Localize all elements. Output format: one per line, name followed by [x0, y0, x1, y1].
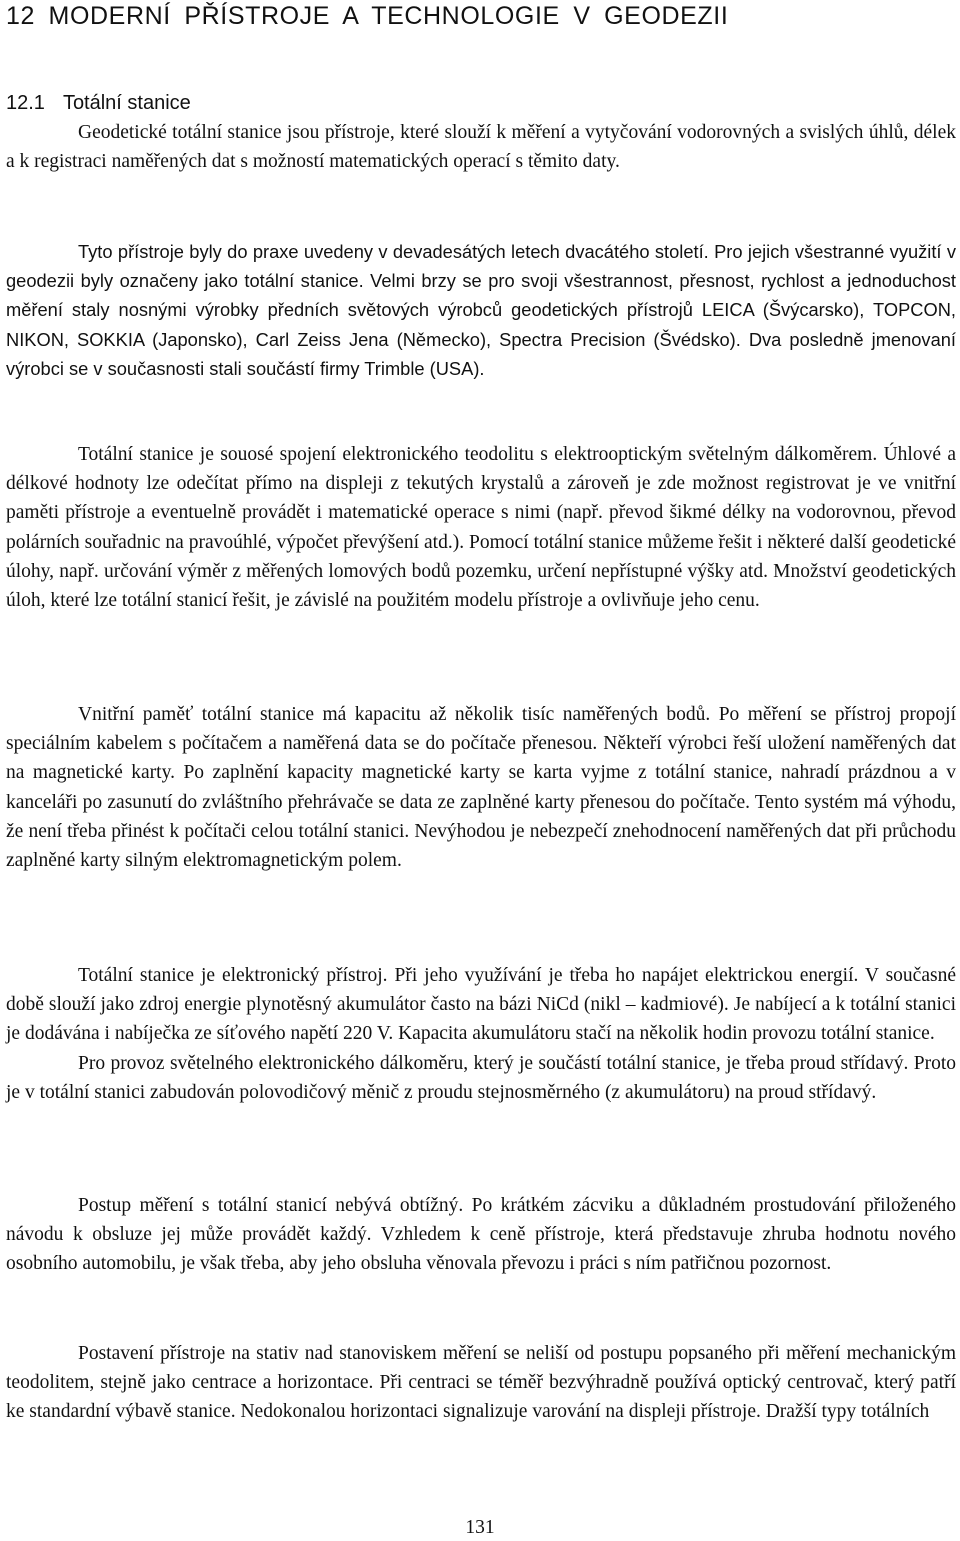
paragraph-power [6, 961, 956, 1107]
chapter-title: 12 MODERNÍ PŘÍSTROJE A TECHNOLOGIE V GEODEZII [6, 2, 729, 30]
paragraph-setup [6, 1339, 956, 1427]
paragraph: Tyto přístroje byly do praxe uvedeny v devadesátých letech dvacátého století. Pro jejich všestranné využití v geodezii byly označeny jako totální stanice. Velmi brzy se pro svoji všestrannost, přesnost, rychlost a jednoduchost měření staly nosnými výrobky předních světových výrobců geodetických přístrojů LEICA (Švýcarsko), TOPCON, NIKON, SOKKIA (Japonsko), Carl Zeiss Jena (Německo), Spectra Precision (Švédsko). Dva posledně jmenovaní výrobci se v současnosti stali součástí firmy Trimble (USA). [6, 241, 956, 379]
paragraph-memory [6, 700, 956, 875]
paragraph: Postup měření s totální stanicí nebývá obtížný. Po krátkém zácviku a důkladném prostudování přiloženého návodu k obsluze jej může provádět každý. Vzhledem k ceně přístroje, která představuje zhruba hodnotu nového osobního automobilu, je však třeba, aby jeho obsluha věnovala převozu i práci s ním patřičnou pozornost. [6, 1195, 956, 1275]
paragraph: Geodetické totální stanice jsou přístroje, které slouží k měření a vytyčování vodorovných a svislých úhlů, délek a k registraci naměřených dat s možností matematických operací s těmito daty. [6, 122, 956, 173]
page-number: 131 [465, 1517, 495, 1538]
paragraph-history [6, 237, 956, 383]
section-heading [6, 92, 191, 115]
section-title: Totální stanice [62, 92, 191, 114]
paragraph-procedure [6, 1191, 956, 1279]
paragraph: Postavení přístroje na stativ nad stanoviskem měření se neliší od postupu popsaného při měření mechanickým teodolitem, stejně jako centrace a horizontace. Při centraci se téměř bezvýhradně používá optický centrovač, který patří ke standardní výbavě stanice. Nedokonalou horizontaci signalizuje varování na displeji přístroje. Dražší typy totálních [6, 1343, 956, 1423]
paragraph: Totální stanice je elektronický přístroj. Při jeho využívání je třeba ho napájet elektrickou energií. V současné době slouží jako zdroj energie plynotěsný akumulátor často na bázi NiCd (nikl – kadmiové). Je nabíjecí a k totální stanici je dodávána i nabíječka ze síťového napětí 220 V. Kapacita akumulátoru stačí na několik hodin provozu totální stanice. [6, 965, 956, 1045]
paragraph: Vnitřní paměť totální stanice má kapacitu až několik tisíc naměřených bodů. Po měření se přístroj propojí speciálním kabelem s počítačem a naměřená data se do počítače přenesou. Někteří výrobci řeší uložení naměřených dat na magnetické karty. Po zaplnění kapacity magnetické karty se karta vyjme z totální stanice, nahradí prázdnou a v kanceláři po zasunutí do zvláštního přehrávače se data ze zaplněné karty přenesou do počítače. Tento systém má výhodu, že není třeba přinést k počítači celou totální stanici. Nevýhodou je nebezpečí znehodnocení naměřených dat při průchodu zaplněné karty silným elektromagnetickým polem. [6, 704, 956, 872]
paragraph-composition [6, 440, 956, 615]
paragraph: Totální stanice je souosé spojení elektronického teodolitu s elektrooptickým světelným dálkoměrem. Úhlové a délkové hodnoty lze odečítat přímo na displeji z tekutých krystalů a zároveň je zde možnost registrovat je ve vnitřní paměti přístroje a eventuelně provádět i matematické operace s nimi (např. převod šikmé délky na vodorovnou, převod polárních souřadnic na pravoúhlé, výpočet převýšení atd.). Pomocí totální stanice můžeme řešit i některé další geodetické úlohy, např. určování výměr z měřených lomových bodů pozemku, určení nepřístupné výšky atd. Množství geodetických úloh, které lze totální stanicí řešit, je závislé na použitém modelu přístroje a ovlivňuje jeho cenu. [6, 444, 956, 612]
paragraph-definition [6, 118, 956, 176]
section-number: 12.1 [6, 92, 45, 114]
paragraph: Pro provoz světelného elektronického dálkoměru, který je součástí totální stanice, je třeba proud střídavý. Proto je v totální stanici zabudován polovodičový měnič z proudu stejnosměrného (z akumulátoru) na proud střídavý. [6, 1052, 956, 1103]
